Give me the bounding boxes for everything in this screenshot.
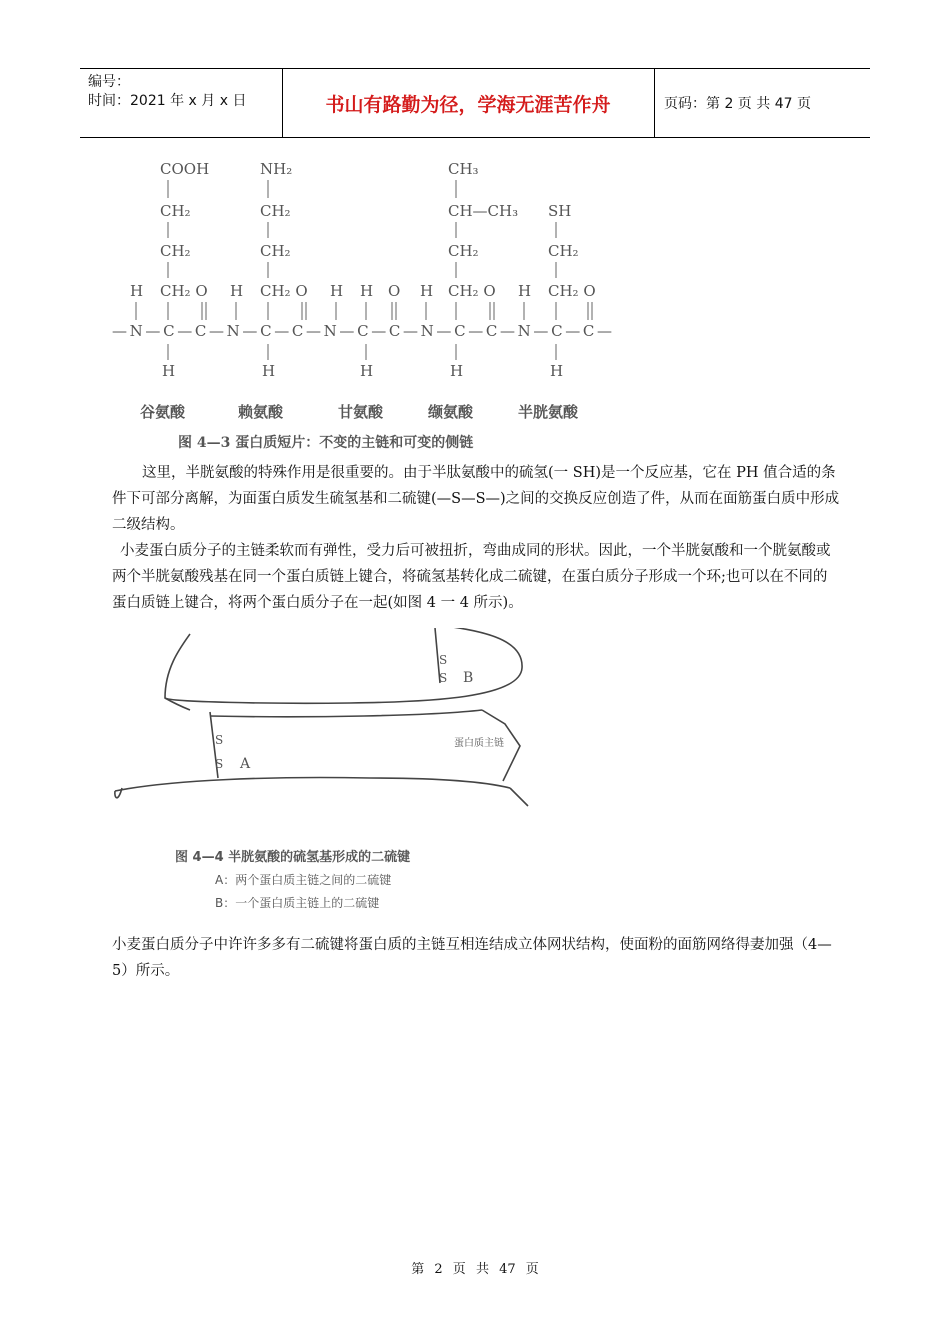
amino-acid-name: 谷氨酸 [140, 403, 186, 421]
ch2o: CH₂ O [548, 282, 596, 300]
amino-acid-name: 缬氨酸 [428, 403, 474, 421]
figure-peptide-structure [112, 150, 632, 460]
h-bottom: H [550, 362, 564, 380]
paragraph-2: 小麦蛋白质分子的主链柔软而有弹性，受力后可被扭折，弯曲成同的形状。因此，一个半胱氨酸和一个胱氨酸或两个半胱氨酸残基在同一个蛋白质链上键合，将硫氢基转化成二硫键，在蛋白质分子形成一个环;也可以在不同的蛋白质链上键合，将两个蛋白质分子在一起(如图 4 一 4 所示)。 [112, 543, 831, 611]
paragraph-3: 小麦蛋白质分子中许许多多有二硫键将蛋白质的主链互相连结成立体网状结构，使面粉的面筋网络得妻加强（4—5）所示。 [112, 937, 832, 979]
header-divider [654, 69, 655, 137]
glu-cooh: COOH [160, 160, 210, 178]
figure2-caption-block [175, 846, 410, 911]
sulfur-label: S [215, 757, 224, 771]
footer-gong: 共 [475, 1262, 489, 1277]
footer-ye2: 页 [525, 1262, 539, 1277]
glu-ch2-a: CH₂ [160, 202, 191, 220]
h-top: H [230, 282, 244, 300]
glu-ch2-b: CH₂ [160, 242, 191, 260]
figure1-caption: 图 4—3 蛋白质短片：不变的主链和可变的侧链 [178, 435, 474, 451]
cys-ch2: CH₂ [548, 242, 579, 260]
header-motto: 书山有路勤为径，学海无涯苦作舟 [325, 93, 611, 116]
figure2-caption: 图 4—4 半胱氨酸的硫氢基形成的二硫键 [175, 850, 411, 865]
header-page-info: 页码：第 2 页 共 47 页 [664, 96, 811, 112]
figure-disulfide-bonds [110, 628, 540, 818]
header-date: 时间：2021 年 x 月 x 日 [88, 93, 247, 109]
sulfur-label: S [439, 671, 448, 685]
footer-ye: 页 [452, 1262, 466, 1277]
backbone-chain: —N—C—C—N—C—C—N—C—C—N—C—C—N—C—C— [112, 322, 612, 340]
figure2-sub-b: B：一个蛋白质主链上的二硫键 [215, 896, 380, 910]
h-top: H [420, 282, 434, 300]
footer-total-pages: 47 [499, 1262, 516, 1277]
o-top: O [388, 282, 401, 300]
main-chain-label: 蛋白质主链 [454, 738, 504, 749]
amino-acid-name: 甘氨酸 [338, 403, 384, 421]
header-meta [88, 73, 246, 111]
page-footer [0, 1258, 950, 1277]
lys-ch2-b: CH₂ [260, 242, 291, 260]
lys-ch2-a: CH₂ [260, 202, 291, 220]
footer-di: 第 [411, 1262, 425, 1277]
sulfur-label: S [439, 653, 448, 667]
lys-nh2: NH₂ [260, 160, 293, 178]
paragraph-1: 这里，半胱氨酸的特殊作用是很重要的。由于半肽氨酸中的硫氢(一 SH)是一个反应基，它在 PH 值合适的条件下可部分离解，为面蛋白质发生硫氢基和二硫键(—S—S—)之间的交换反应创造了件，从而在面筋蛋白质中形成二级结构。 [112, 465, 840, 533]
page-header [80, 68, 870, 138]
h-bottom: H [360, 362, 374, 380]
h-top: H [360, 282, 374, 300]
ch2o: CH₂ O [260, 282, 308, 300]
footer-page-number: 2 [434, 1262, 443, 1277]
amino-acid-name: 赖氨酸 [238, 403, 284, 421]
h-top: H [330, 282, 344, 300]
val-ch2: CH₂ [448, 242, 479, 260]
h-bottom: H [450, 362, 464, 380]
h-bottom: H [162, 362, 176, 380]
sulfur-label: S [215, 733, 224, 747]
figure2-sub-a: A：两个蛋白质主链之间的二硫键 [215, 873, 392, 887]
ch2o: CH₂ O [448, 282, 496, 300]
h-top: H [518, 282, 532, 300]
h-bottom: H [262, 362, 276, 380]
label-a: A [240, 756, 251, 772]
label-b: B [463, 670, 474, 686]
val-ch3: CH₃ [448, 160, 479, 178]
val-ch-ch3: CH—CH₃ [448, 202, 519, 220]
amino-acid-name: 半胱氨酸 [518, 403, 579, 421]
h-top: H [130, 282, 144, 300]
header-number: 编号： [88, 74, 130, 90]
cys-sh: SH [548, 202, 572, 220]
ch2o: CH₂ O [160, 282, 208, 300]
